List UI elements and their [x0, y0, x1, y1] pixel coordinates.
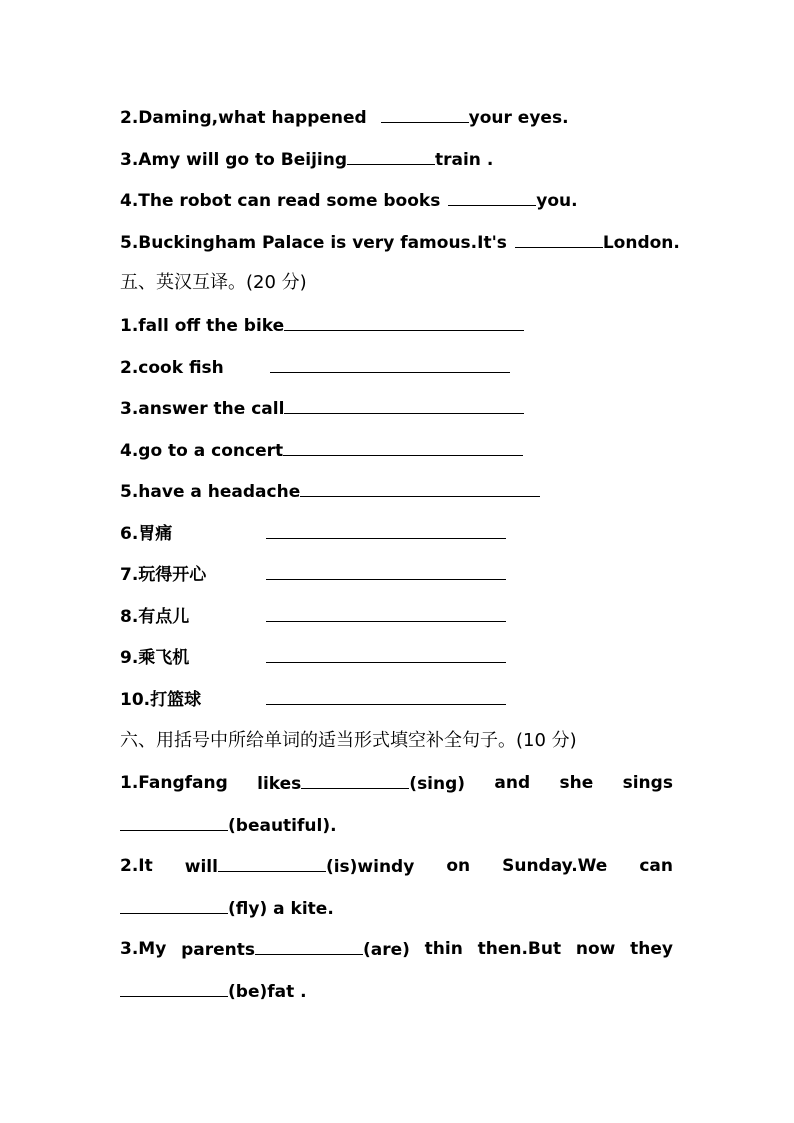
hint-word: (fly) a kite. [228, 899, 334, 919]
question-6-2-line-2 [120, 897, 334, 920]
question-text: 4.The robot can read some books [120, 191, 441, 211]
answer-blank[interactable] [120, 897, 228, 914]
answer-blank[interactable] [283, 439, 523, 456]
answer-blank[interactable] [284, 397, 524, 414]
word: thin [424, 939, 463, 959]
question-4-5 [120, 231, 680, 254]
word: sings [622, 773, 673, 793]
question-text: you. [536, 191, 578, 211]
hint-word: (beautiful). [228, 816, 337, 836]
answer-blank[interactable] [448, 189, 536, 206]
item-text: 5.have a headache [120, 482, 301, 502]
translate-item-6 [120, 522, 506, 545]
item-text: 7.玩得开心 [120, 565, 207, 585]
hint-word: (be)fat . [228, 982, 307, 1002]
word: parents [181, 940, 255, 960]
translate-item-8 [120, 605, 506, 628]
word: Sunday.We [502, 856, 608, 876]
translate-item-9 [120, 646, 506, 669]
word: and [494, 773, 531, 793]
question-text: 3.Amy will go to Beijing [120, 150, 347, 170]
item-text: 6.胃痛 [120, 524, 173, 544]
translate-item-5 [120, 480, 540, 503]
question-6-1-line-2 [120, 814, 337, 837]
item-text: 4.go to a concert [120, 441, 284, 461]
word: she [559, 773, 594, 793]
word: 2.It [120, 856, 153, 876]
answer-blank[interactable] [284, 314, 524, 331]
answer-blank[interactable] [381, 106, 469, 123]
word: 3.My [120, 939, 167, 959]
question-4-4 [120, 189, 578, 212]
item-text: 2.cook fish [120, 358, 224, 378]
word-with-blank [181, 938, 410, 961]
word: on [446, 856, 471, 876]
item-text: 3.answer the call [120, 399, 285, 419]
answer-blank[interactable] [300, 480, 540, 497]
question-6-3-line-2 [120, 980, 307, 1003]
question-6-2-line-1 [120, 855, 673, 878]
answer-blank[interactable] [218, 855, 326, 872]
question-text: your eyes. [468, 108, 569, 128]
answer-blank[interactable] [266, 688, 506, 705]
answer-blank[interactable] [266, 646, 506, 663]
item-text: 1.fall off the bike [120, 316, 285, 336]
question-4-2 [120, 106, 569, 129]
translate-item-1 [120, 314, 524, 337]
answer-blank[interactable] [515, 231, 603, 248]
answer-blank[interactable] [266, 563, 506, 580]
section-5-heading: 五、英汉互译。(20 分) [120, 272, 307, 293]
translate-item-7 [120, 563, 506, 586]
answer-blank[interactable] [120, 980, 228, 997]
word: then.But [477, 939, 562, 959]
translate-item-4 [120, 439, 523, 462]
question-text: London. [602, 233, 680, 253]
answer-blank[interactable] [347, 148, 435, 165]
answer-blank[interactable] [120, 814, 228, 831]
hint-word: (is)windy [325, 857, 415, 877]
word: can [639, 856, 673, 876]
word: likes [257, 774, 302, 794]
answer-blank[interactable] [266, 605, 506, 622]
translate-item-2 [120, 356, 510, 379]
answer-blank[interactable] [270, 356, 510, 373]
question-6-1-line-1 [120, 772, 673, 795]
answer-blank[interactable] [255, 938, 363, 955]
answer-blank[interactable] [266, 522, 506, 539]
word-with-blank [185, 855, 415, 878]
section-6-heading: 六、用括号中所给单词的适当形式填空补全句子。(10 分) [120, 730, 577, 751]
question-text: 2.Daming,what happened [120, 108, 367, 128]
question-4-3 [120, 148, 493, 171]
hint-word: (are) [362, 940, 410, 960]
question-6-3-line-1 [120, 938, 673, 961]
word: now [575, 939, 616, 959]
word-with-blank [257, 772, 465, 795]
word: they [630, 939, 673, 959]
word: will [184, 857, 218, 877]
item-text: 9.乘飞机 [120, 648, 190, 668]
translate-item-3 [120, 397, 524, 420]
answer-blank[interactable] [301, 772, 409, 789]
item-text: 8.有点儿 [120, 607, 190, 627]
item-text: 10.打篮球 [120, 690, 202, 710]
word: 1.Fangfang [120, 773, 228, 793]
hint-word: (sing) [409, 774, 466, 794]
question-text: train . [435, 150, 494, 170]
question-text: 5.Buckingham Palace is very famous.It's [120, 233, 507, 253]
translate-item-10 [120, 688, 506, 711]
